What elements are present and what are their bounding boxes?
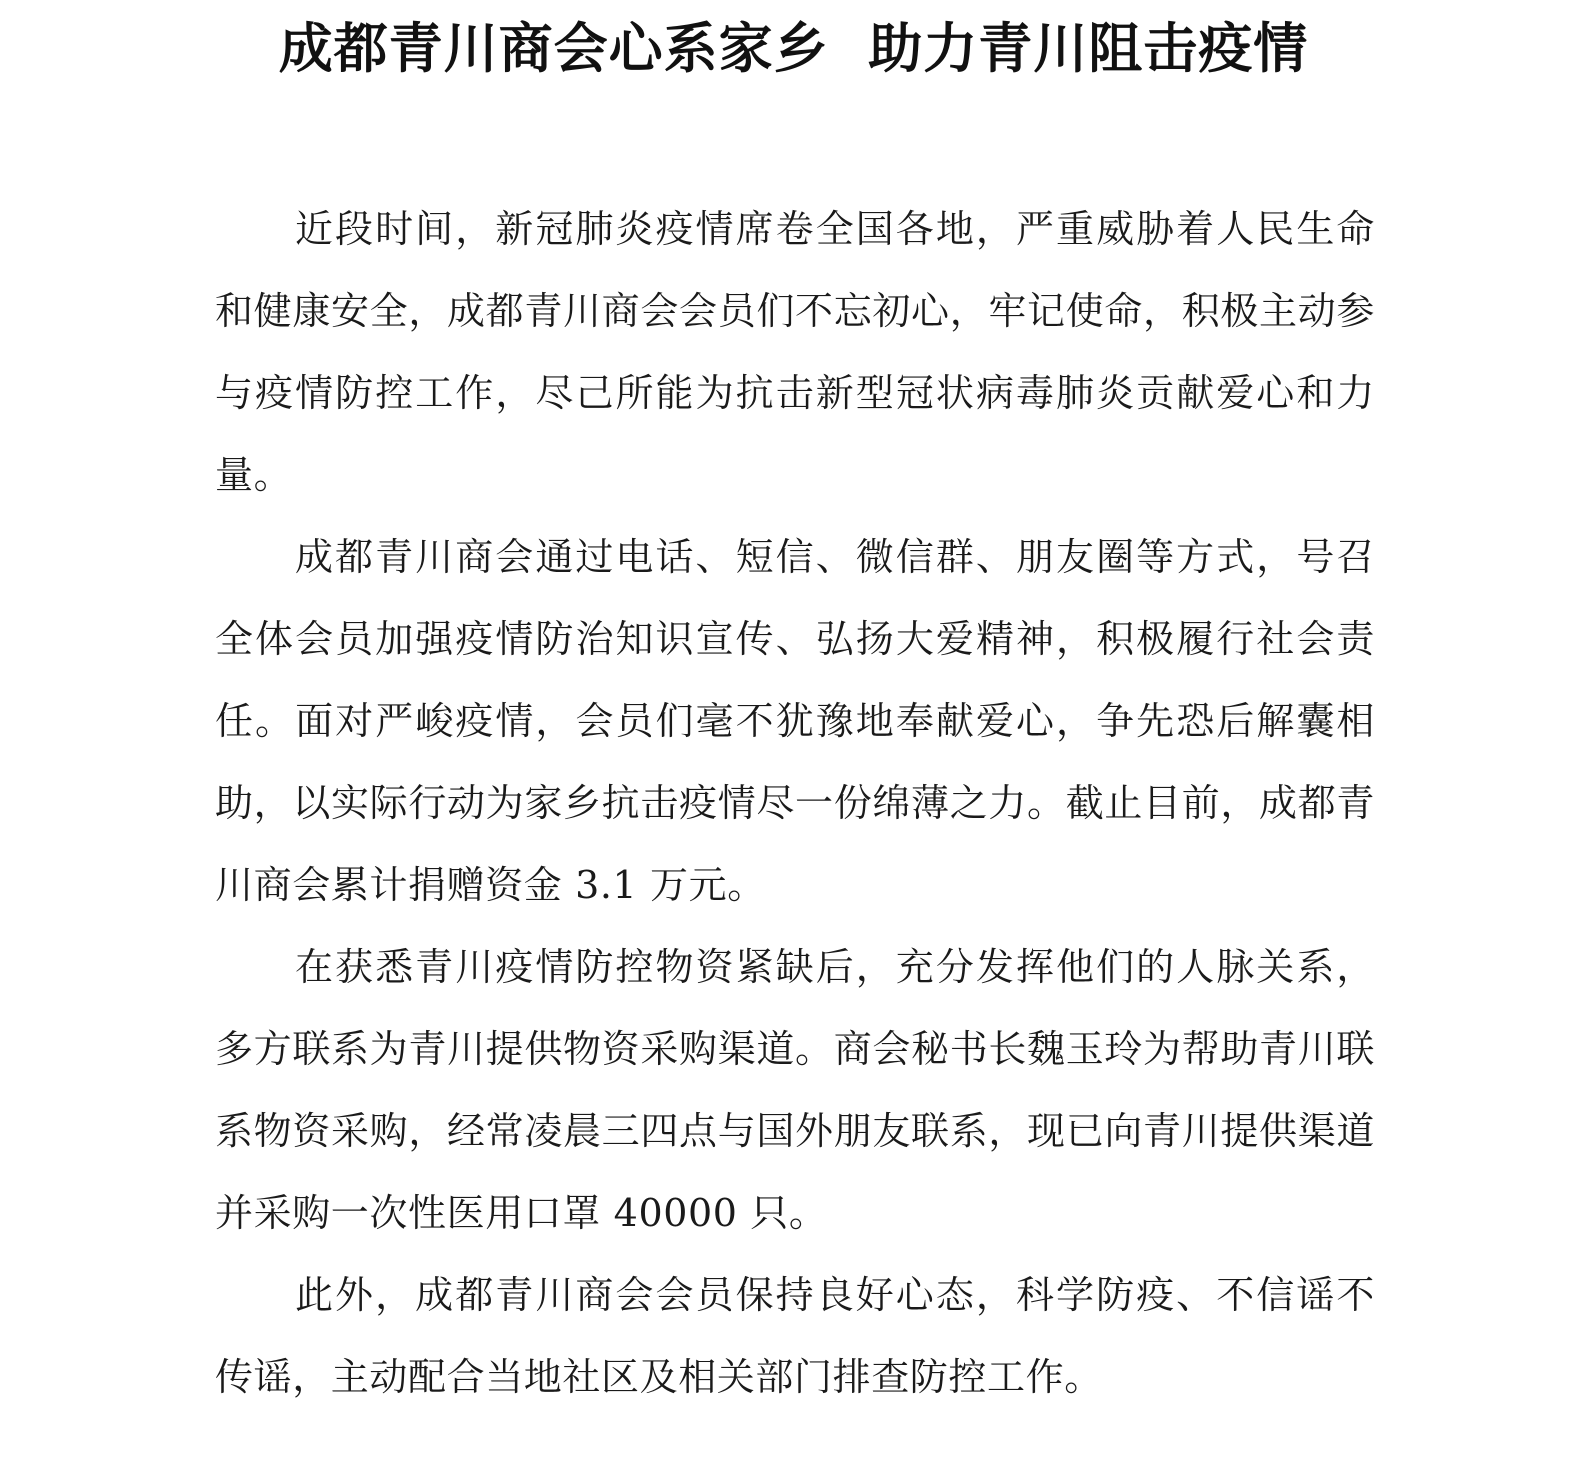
document-title: 成都青川商会心系家乡 助力青川阻击疫情 <box>278 16 1309 80</box>
paragraph-1: 近段时间，新冠肺炎疫情席卷全国各地，严重威胁着人民生命和健康安全，成都青川商会会员们不忘初心，牢记使命，积极主动参与疫情防控工作，尽己所能为抗击新型冠状病毒肺炎贡献爱心和力量。 <box>215 207 1375 497</box>
document-body <box>215 188 1375 1418</box>
paragraph-3: 在获悉青川疫情防控物资紧缺后，充分发挥他们的人脉关系，多方联系为青川提供物资采购渠道。商会秘书长魏玉玲为帮助青川联系物资采购，经常凌晨三四点与国外朋友联系，现已向青川提供渠道并采购一次性医用口罩 40000 只。 <box>215 945 1375 1235</box>
paragraph-2: 成都青川商会通过电话、短信、微信群、朋友圈等方式，号召全体会员加强疫情防治知识宣传、弘扬大爱精神，积极履行社会责任。面对严峻疫情，会员们毫不犹豫地奉献爱心，争先恐后解囊相助，以实际行动为家乡抗击疫情尽一份绵薄之力。截止目前，成都青川商会累计捐赠资金 3.1 万元。 <box>215 535 1375 907</box>
paragraph-4: 此外，成都青川商会会员保持良好心态，科学防疫、不信谣不传谣，主动配合当地社区及相关部门排查防控工作。 <box>215 1273 1375 1399</box>
